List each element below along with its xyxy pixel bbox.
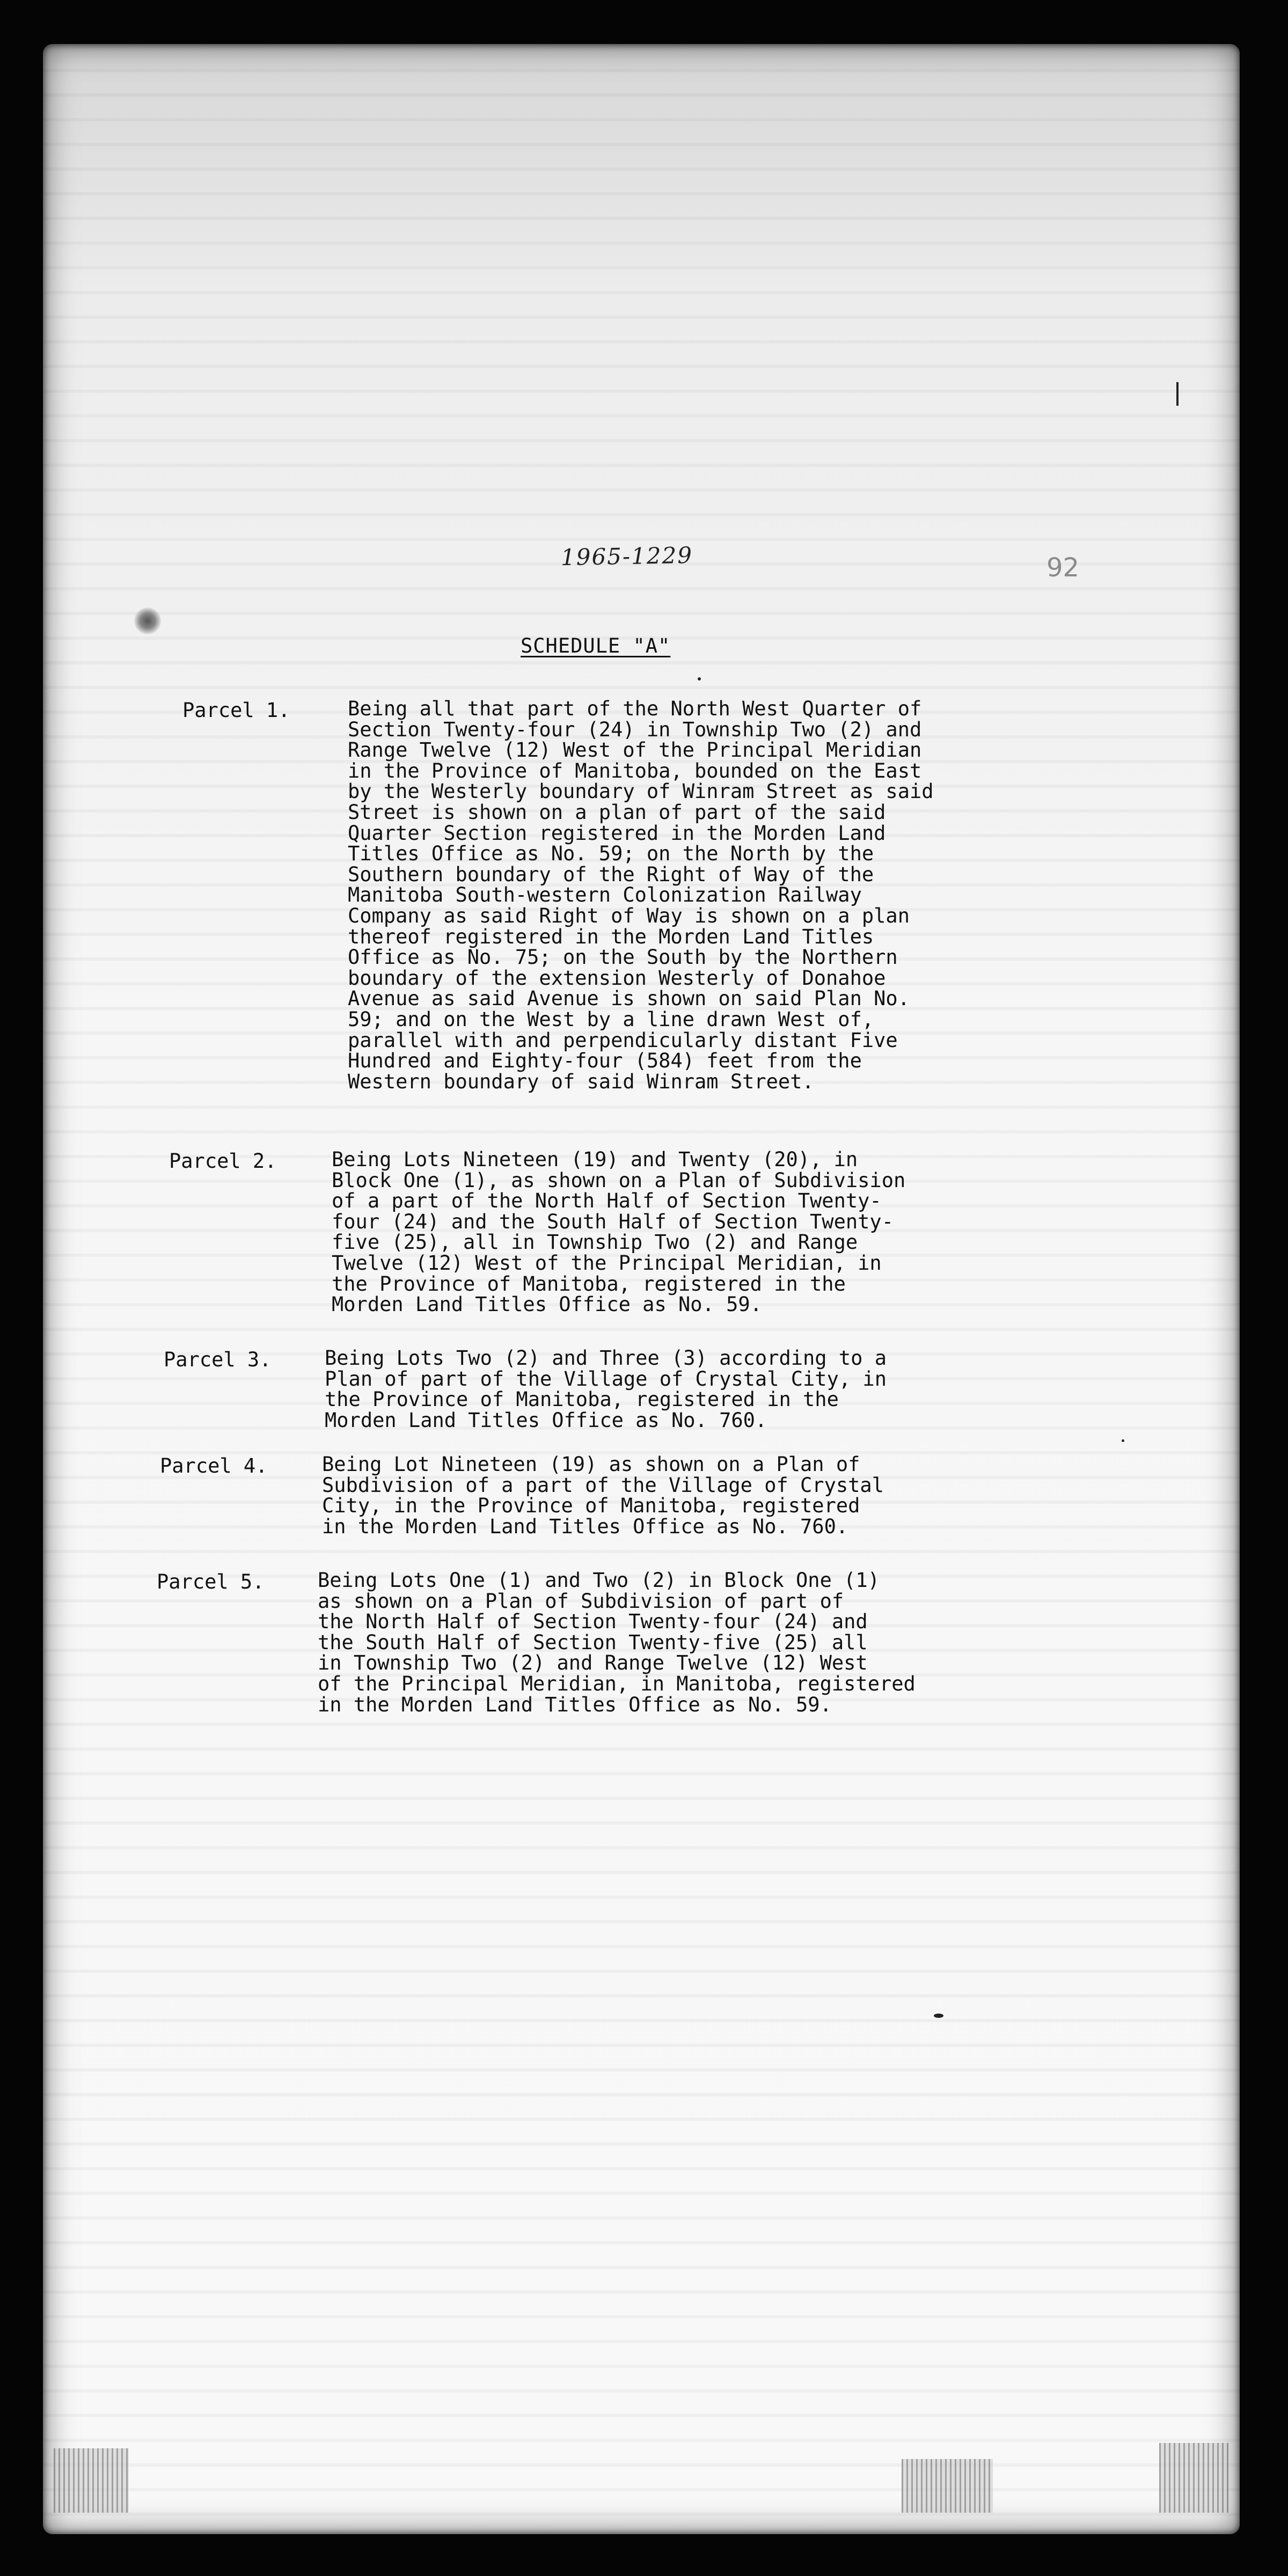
- scan-artifact: [1159, 2443, 1229, 2513]
- handwritten-reference-number: 1965-1229: [560, 541, 693, 571]
- parcel-label: Parcel 5.: [157, 1570, 265, 1593]
- parcel-label: Parcel 4.: [160, 1454, 268, 1477]
- scan-artifact: [54, 2448, 129, 2513]
- dust-speck: [698, 677, 701, 680]
- parcel-description: Being Lots Nineteen (19) and Twenty (20), in Block One (1), as shown on a Plan of Subdivision of a part of the North Half of Section Twenty- four (24) and the South Half of Section Twenty- five (25), all in Township Two (2) and Range Twelve (12) West of the Principal Meridian, in the Province of Manitoba, registered in the Morden Land Titles Office as No. 59.: [332, 1148, 906, 1316]
- page-number: 92: [1046, 553, 1080, 583]
- ink-smudge: [134, 608, 161, 634]
- parcel-description: Being all that part of the North West Quarter of Section Twenty-four (24) in Township Two (2) and Range Twelve (12) West of the Principal Meridian in the Province of Manitoba, bounded on the East by the Westerly boundary of Winram Street as said Street is shown on a plan of part of the said Quarter Section registered in the Morden Land Titles Office as No. 59; on the North by the Southern boundary of the Right of Way of the Manitoba South-western Colonization Railway Company as said Right of Way is shown on a plan thereof registered in the Morden Land Titles Office as No. 75; on the South by the Northern boundary of the extension Westerly of Donahoe Avenue as said Avenue is shown on said Plan No. 59; and on the West by a line drawn West of, parallel with and perpendicularly distant Five Hundred and Eighty-four (584) feet from the Western boundary of said Winram Street.: [348, 697, 934, 1093]
- parcel-description: Being Lot Nineteen (19) as shown on a Plan of Subdivision of a part of the Village of Crystal City, in the Province of Manitoba, registered in the Morden Land Titles Office as No. 760.: [322, 1453, 884, 1538]
- parcel-label: Parcel 2.: [169, 1150, 277, 1173]
- dust-speck: [934, 2014, 943, 2018]
- parcel-description: Being Lots One (1) and Two (2) in Block One (1) as shown on a Plan of Subdivision of part of the North Half of Section Twenty-four (24) and the South Half of Section Twenty-five (25) all in Township Two (2) and Range Twelve (12) West of the Principal Meridian, in Manitoba, registered in the Morden Land Titles Office as No. 59.: [318, 1569, 916, 1716]
- scan-artifact: [902, 2459, 993, 2513]
- parcel-description: Being Lots Two (2) and Three (3) according to a Plan of part of the Village of Crystal City, in the Province of Manitoba, registered in the Morden Land Titles Office as No. 760.: [325, 1346, 887, 1432]
- schedule-title: SCHEDULE "A": [521, 634, 671, 657]
- dust-speck: [1122, 1439, 1124, 1442]
- parcel-label: Parcel 3.: [164, 1348, 272, 1371]
- parcel-label: Parcel 1.: [182, 699, 290, 722]
- document-page: [43, 44, 1240, 2534]
- margin-mark: [1176, 382, 1179, 406]
